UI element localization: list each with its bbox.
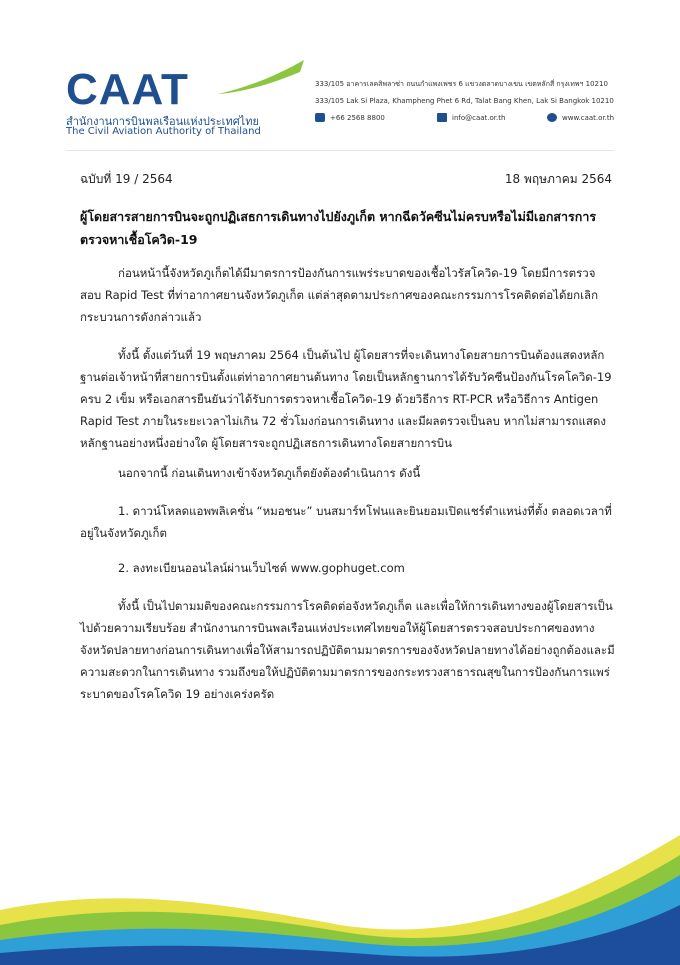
footer-wave-decoration [0, 815, 680, 965]
paragraph-1-text: ก่อนหน้านี้จังหวัดภูเก็ตได้มีมาตรการป้องกันการแพร่ระบาดของเชื้อไวรัสโควิด-19 โดยมีการตรวจสอบ Rapid Test ที่ท่าอากาศยานจังหวัดภูเก็ต แต่ล่าสุดตามประกาศของคณะกรรมการโรคติดต่อได้ยกเลิกกระบวนการดังกล่าวแล้ว [80, 266, 599, 324]
paragraph-2-text: ทั้งนี้ ตั้งแต่วันที่ 19 พฤษภาคม 2564 เป็นต้นไป ผู้โดยสารที่จะเดินทางโดยสายการบินต้องแสดงหลักฐานต่อเจ้าหน้าที่สายการบินตั้งแต่ท่าอากาศยานต้นทาง โดยเป็นหลักฐานการได้รับวัคซีนป้องกันโรคโควิด-19 ครบ 2 เข็ม หรือเอกสารยืนยันว่าได้รับการตรวจหาเชื้อโควิด-19 ด้วยวิธีการ RT-PCR หรือวิธีการ Antigen Rapid Test ภายในระยะเวลาไม่เกิน 72 ชั่วโมงก่อนการเดินทาง และมีผลตรวจเป็นลบ หากไม่สามารถแสดงหลักฐานอย่างหนึ่งอย่างใด ผู้โดยสารจะถูกปฏิเสธการเดินทางโดยสายการบิน [80, 348, 612, 450]
list-item-2 [80, 557, 615, 579]
email-icon [437, 113, 447, 122]
address-th: 333/105 อาคารเลคสิพลาซ่า ถนนกำแพงเพชร 6 แขวงตลาดบางเขน เขตหลักสี่ กรุงเทพฯ 10210 [315, 80, 608, 88]
list-item-2-text: 2. ลงทะเบียนออนไลน์ผ่านเว็บไซต์ www.gophuget.com [118, 561, 405, 575]
logo-swoosh-icon [216, 58, 306, 98]
address-en: 333/105 Lak Si Plaza, Khampheng Phet 6 Rd, Talat Bang Khen, Lak Si Bangkok 10210 [315, 97, 614, 105]
list-item-1-text: 1. ดาวน์โหลดแอพพลิเคชั่น “หมอชนะ” บนสมาร์ทโฟนและยินยอมเปิดแชร์ตำแหน่งที่ตั้ง ตลอดเวลาที่อยู่ในจังหวัดภูเก็ต [80, 504, 612, 540]
phone-icon [315, 113, 325, 122]
paragraph-3 [80, 462, 615, 484]
org-name-en: The Civil Aviation Authority of Thailand [66, 126, 261, 137]
email-address[interactable]: info@caat.or.th [452, 113, 506, 122]
org-name-th: สำนักงานการบินพลเรือนแห่งประเทศไทย [66, 115, 259, 128]
paragraph-4-text: ทั้งนี้ เป็นไปตามมติของคณะกรรมการโรคติดต่อจังหวัดภูเก็ต และเพื่อให้การเดินทางของผู้โดยสารเป็นไปด้วยความเรียบร้อย สำนักงานการบินพลเรือนแห่งประเทศไทยขอให้ผู้โดยสารตรวจสอบประกาศของทางจังหวัดปลายทางก่อนการเดินทางเพื่อให้สามารถปฏิบัติตามมาตรการของจังหวัดปลายทางได้อย่างถูกต้องและมีความสะดวกในการเดินทาง รวมถึงขอให้ปฏิบัติตามมาตรการของกระทรวงสาธารณสุขในการป้องกันการแพร่ระบาดของโรคโควิด 19 อย่างเคร่งครัด [80, 599, 615, 701]
logo-wordmark: CAAT [66, 65, 189, 114]
contact-row [315, 113, 625, 125]
email-contact[interactable] [437, 113, 505, 122]
paragraph-2 [80, 344, 615, 454]
issue-number: ฉบับที่ 19 / 2564 [80, 172, 173, 186]
website-contact[interactable] [547, 113, 614, 122]
issue-date: 18 พฤษภาคม 2564 [504, 172, 612, 186]
paragraph-4 [80, 595, 615, 705]
paragraph-3-text: นอกจากนี้ ก่อนเดินทางเข้าจังหวัดภูเก็ตยังต้องดำเนินการ ดังนี้ [118, 466, 421, 480]
paragraph-1 [80, 262, 615, 328]
phone-contact [315, 113, 385, 122]
header-divider [66, 150, 614, 151]
phone-number: +66 2568 8800 [330, 113, 385, 122]
caat-logo [66, 62, 306, 152]
document-title: ผู้โดยสารสายการบินจะถูกปฏิเสธการเดินทางไปยังภูเก็ต หากฉีดวัคซีนไม่ครบหรือไม่มีเอกสารการตรวจหาเชื้อโควิด-19 [80, 209, 597, 247]
list-item-1 [80, 500, 615, 544]
website-url[interactable]: www.caat.or.th [562, 113, 615, 122]
globe-icon [547, 113, 557, 122]
